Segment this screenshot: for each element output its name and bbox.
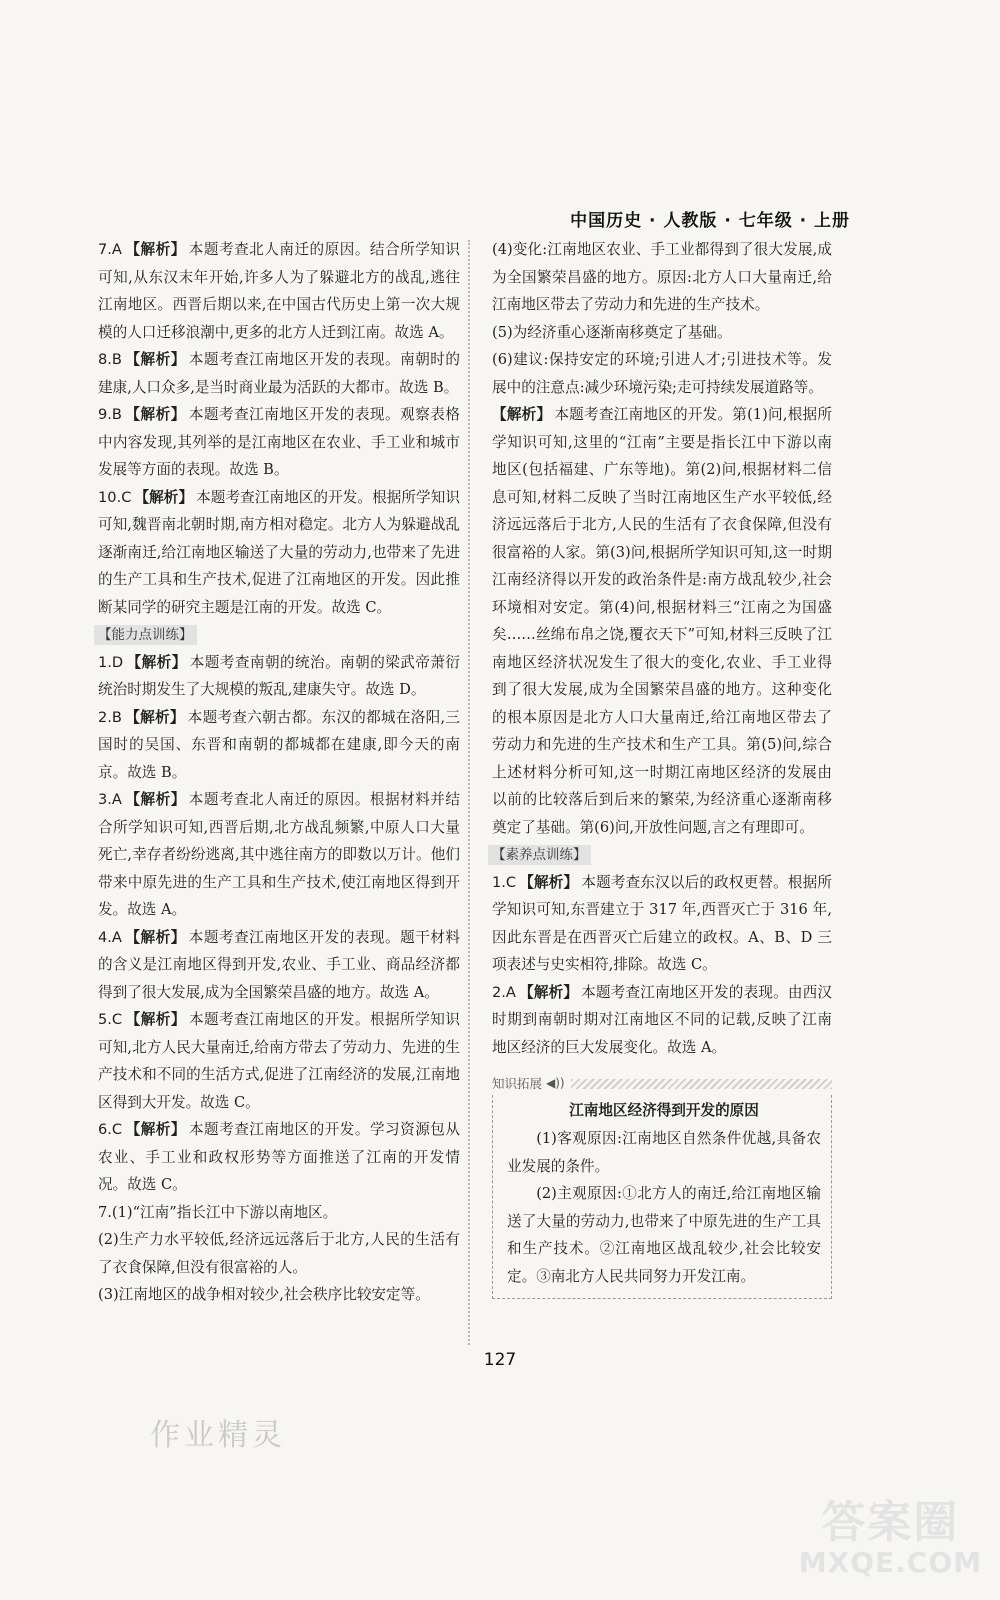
watermark-bottom-left: 作业精灵 — [150, 1418, 286, 1453]
left-column — [98, 236, 460, 1309]
answer-item: 1.D 【解析】 本题考查南朝的统治。南朝的梁武帝萧衍统治时期发生了大规模的叛乱,建康失守。故选 D。 — [98, 653, 460, 698]
answer-item: 2.B 【解析】 本题考查六朝古都。东汉的都城在洛阳,三国时的吴国、东晋和南朝的都城都在建康,即今天的南京。故选 B。 — [98, 708, 460, 781]
answer-subline: (3)江南地区的战争相对较少,社会秩序比较安定等。 — [98, 1286, 430, 1303]
knowledge-paragraph: (2)主观原因:①北方人的南迁,给江南地区输送了大量的劳动力,也带来了中原先进的生产工具和生产技术。②江南地区战乱较少,社会比较安定。③南北方人民共同努力开发江南。 — [507, 1185, 821, 1285]
answer-item: 8.B 【解析】 本题考查江南地区开发的表现。南朝时的建康,人口众多,是当时商业最为活跃的大都市。故选 B。 — [98, 351, 460, 396]
answer-subline: (6)建议:保持安定的环境;引进人才;引进技术等。发展中的注意点:减少环境污染;走可持续发展道路等。 — [492, 351, 832, 396]
watermark-logo — [799, 1498, 982, 1578]
knowledge-extension-content — [492, 1095, 832, 1299]
answer-subline: (5)为经济重心逐渐南移奠定了基础。 — [492, 323, 732, 341]
speaker-icon: ◀)) — [546, 1076, 565, 1091]
answer-item: 9.B 【解析】 本题考查江南地区开发的表现。观察表格中内容发现,其列举的是江南地区在农业、手工业和城市发展等方面的表现。故选 B。 — [98, 406, 460, 478]
section-label-ability: 【能力点训练】 — [94, 625, 197, 645]
analysis-paragraph: 【解析】 本题考查江南地区的开发。第(1)问,根据所学知识可知,这里的“江南”主要是指长江中下游以南地区(包括福建、广东等地)。第(2)问,根据材料二信息可知,材料二反映了当时江南地区生产水平较低,经济远远落后于北方,人民的生活有了衣食保障,但没有很富裕的人家。第(3)问,根据所学知识可知,这一时期江南经济得以开发的政治条件是:南方战乱较少,社会环境相对安定。第(4)问,根据材料三“江南之为国盛矣……丝绵布帛之饶,覆衣天下”可知,材料三反映了江南地区经济状况发生了很大的变化,农业、手工业得到了很大发展,成为全国繁荣昌盛的地方。这种变化的根本原因是北方人口大量南迁,给江南地区带去了劳动力和先进的生产技术和生产工具。第(5)问,综合上述材料分析可知,这一时期江南地区经济的发展由以前的比较落后到后来的繁荣,为经济重心逐渐南移奠定了基础。第(6)问,开放性问题,言之有理即可。 — [492, 406, 832, 836]
knowledge-extension-box — [492, 1073, 832, 1299]
page-number: 127 — [483, 1350, 517, 1370]
answer-subline: 7.(1)“江南”指长江中下游以南地区。 — [98, 1203, 338, 1221]
answer-subline: (2)生产力水平较低,经济远远落后于北方,人民的生活有了衣食保障,但没有很富裕的人。 — [98, 1231, 460, 1276]
answer-item: 5.C 【解析】 本题考查江南地区的开发。根据所学知识可知,北方人民大量南迁,给南方带去了劳动力、先进的生产技术和不同的生活方式,促进了江南经济的发展,江南地区得到大开发。故选 C。 — [98, 1011, 460, 1111]
answer-item: 3.A 【解析】 本题考查北人南迁的原因。根据材料并结合所学知识可知,西晋后期,北方战乱频繁,中原人口大量死亡,幸存者纷纷逃离,其中逃往南方的即数以万计。他们带来中原先进的生产工具和生产技术,使江南地区得到开发。故选 A。 — [98, 791, 460, 918]
knowledge-extension-header — [492, 1073, 832, 1095]
answer-item: 4.A 【解析】 本题考查江南地区开发的表现。题干材料的含义是江南地区得到开发,农业、手工业、商品经济都得到了很大发展,成为全国繁荣昌盛的地方。故选 A。 — [98, 928, 460, 1001]
knowledge-extension-title: 江南地区经济得到开发的原因 — [569, 1102, 759, 1119]
answer-item: 7.A 【解析】 本题考查北人南迁的原因。结合所学知识可知,从东汉末年开始,许多人为了躲避北方的战乱,逃往江南地区。西晋后期以来,在中国古代历史上第一次大规模的人口迁移浪潮中,更多的北方人迁到江南。故选 A。 — [98, 241, 460, 341]
watermark-logo-text: 答案圈 — [821, 1497, 960, 1548]
hatch-decoration — [571, 1079, 832, 1089]
column-divider — [468, 240, 470, 1345]
knowledge-paragraph: (1)客观原因:江南地区自然条件优越,具备农业发展的条件。 — [507, 1130, 821, 1175]
watermark-logo-url: MXQE.COM — [798, 1546, 982, 1579]
right-column — [492, 236, 832, 1299]
book-header-title: 中国历史 · 人教版 · 七年级 · 上册 — [570, 211, 850, 231]
answer-item: 6.C 【解析】 本题考查江南地区的开发。学习资源包从农业、手工业和政权形势等方面推送了江南的开发情况。故选 C。 — [98, 1121, 460, 1193]
answer-item: 10.C 【解析】 本题考查江南地区的开发。根据所学知识可知,魏晋南北朝时期,南方相对稳定。北方人为躲避战乱逐渐南迁,给江南地区输送了大量的劳动力,也带来了先进的生产工具和生产技术,促进了江南地区的开发。因此推断某同学的研究主题是江南的开发。故选 C。 — [98, 488, 460, 616]
answer-item: 2.A 【解析】 本题考查江南地区开发的表现。由西汉时期到南朝时期对江南地区不同的记载,反映了江南地区经济的巨大发展变化。故选 A。 — [492, 983, 832, 1056]
answer-item: 1.C 【解析】 本题考查东汉以后的政权更替。根据所学知识可知,东晋建立于 317 年,西晋灭亡于 316 年,因此东晋是在西晋灭亡后建立的政权。A、B、D 三项表述与史实相符,排除。故选 C。 — [492, 873, 832, 973]
knowledge-extension-label: 知识拓展 — [492, 1076, 543, 1092]
section-label-literacy: 【素养点训练】 — [488, 845, 591, 865]
answer-subline: (4)变化:江南地区农业、手工业都得到了很大发展,成为全国繁荣昌盛的地方。原因:北方人口大量南迁,给江南地区带去了劳动力和先进的生产技术。 — [492, 241, 832, 313]
